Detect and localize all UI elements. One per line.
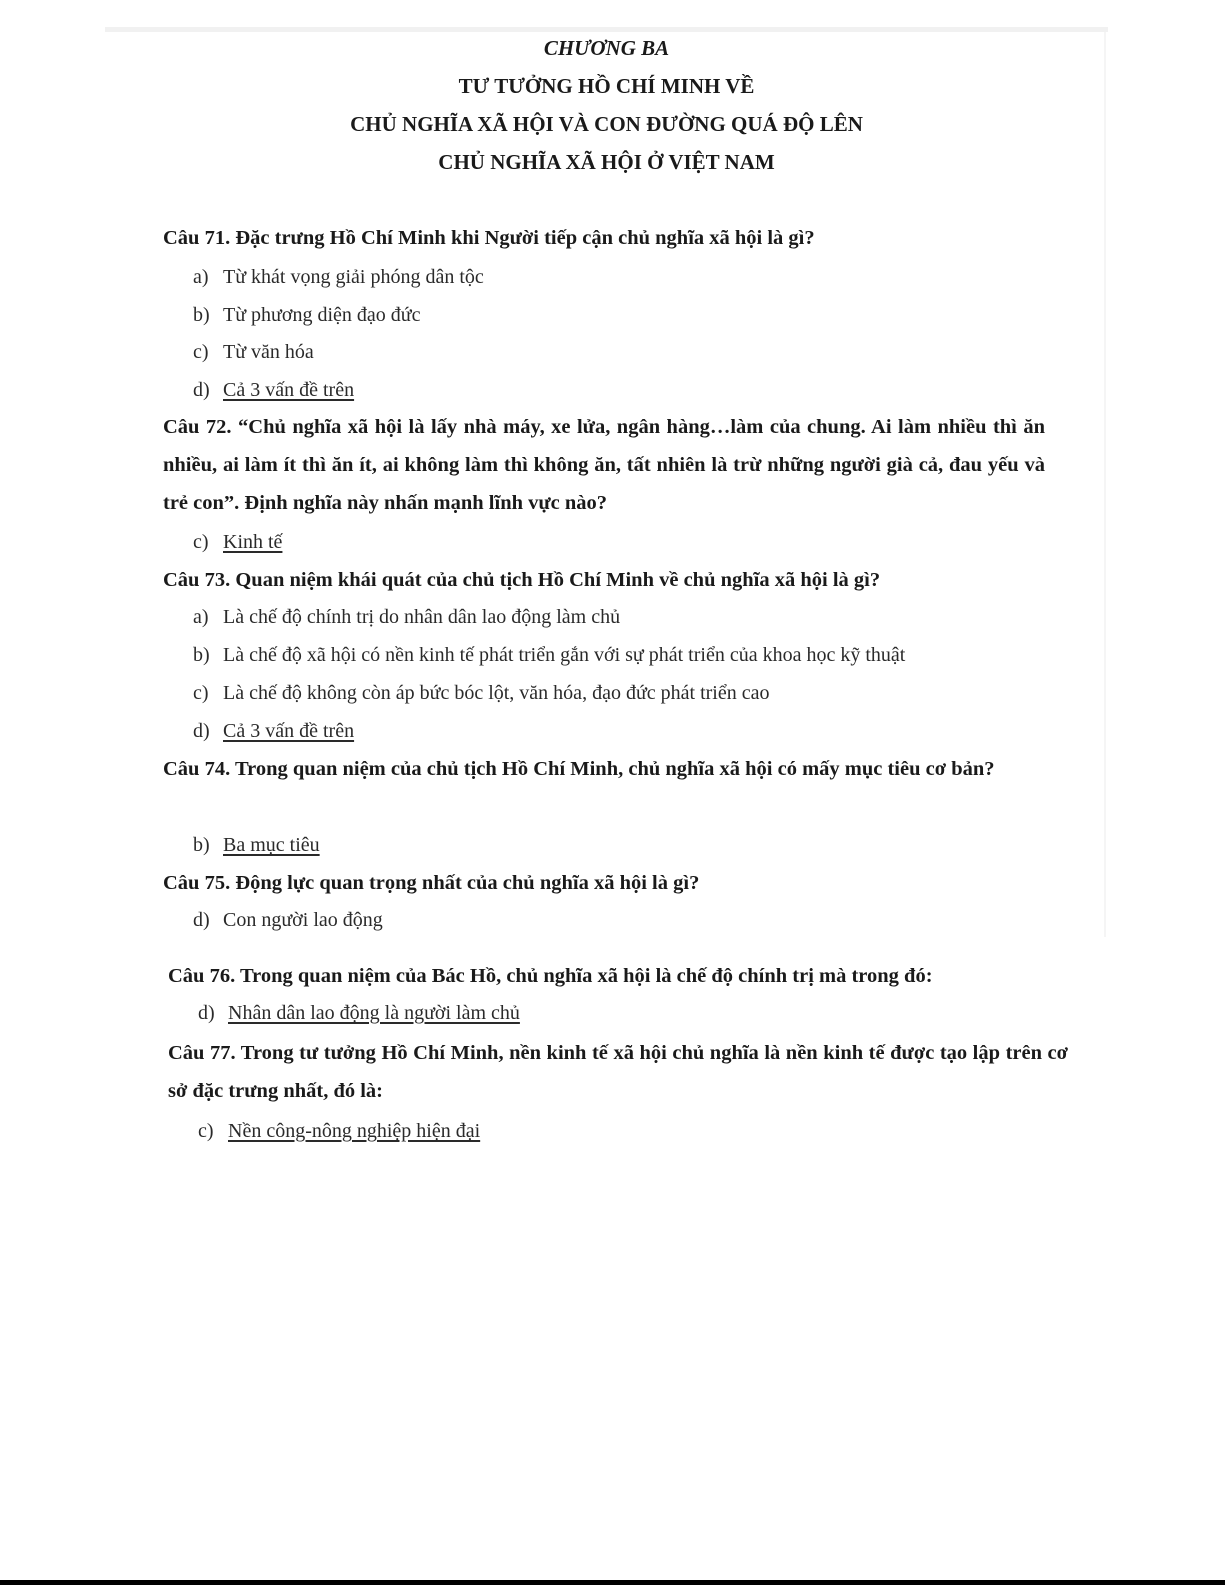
answer-73-a xyxy=(193,603,620,631)
question-73 xyxy=(163,561,1045,599)
answer-73-b xyxy=(193,641,905,669)
answer-text: Nền công-nông nghiệp hiện đại xyxy=(228,1120,481,1142)
answer-71-d-correct xyxy=(193,376,354,404)
question-number: Câu 73. xyxy=(163,569,231,591)
answer-text: Nhân dân lao động là người làm chủ xyxy=(228,1002,520,1024)
answer-73-d-correct xyxy=(193,717,354,745)
answer-72-c-correct xyxy=(193,528,282,556)
title-line-1: TƯ TƯỞNG HỒ CHÍ MINH VỀ xyxy=(458,74,755,98)
answer-letter: b) xyxy=(193,304,210,326)
answer-letter: d) xyxy=(198,1002,215,1024)
question-text: Quan niệm khái quát của chủ tịch Hồ Chí Minh về chủ nghĩa xã hội là gì? xyxy=(235,569,881,591)
question-text: “Chủ nghĩa xã hội là lấy nhà máy, xe lửa, ngân hàng…làm của chung. Ai làm nhiều thì ăn nhiều, ai làm ít thì ăn ít, ai không làm thì không ăn, tất nhiên là trừ những người già cả, đau yếu và trẻ con”. Định nghĩa này nhấn mạnh lĩnh vực nào? xyxy=(163,416,1045,514)
answer-text: Cả 3 vấn đề trên xyxy=(223,720,355,742)
question-number: Câu 71. xyxy=(163,227,231,249)
answer-text: Là chế độ không còn áp bức bóc lột, văn hóa, đạo đức phát triển cao xyxy=(223,682,770,704)
question-77 xyxy=(168,1034,1068,1110)
chapter-label: CHƯƠNG BA xyxy=(543,36,670,60)
answer-letter: d) xyxy=(193,379,210,401)
answer-text: Từ phương diện đạo đức xyxy=(223,304,421,326)
question-text: Đặc trưng Hồ Chí Minh khi Người tiếp cận chủ nghĩa xã hội là gì? xyxy=(235,227,815,249)
answer-letter: c) xyxy=(193,531,209,553)
bottom-rule xyxy=(0,1580,1225,1585)
answer-letter: c) xyxy=(198,1120,214,1142)
answer-letter: d) xyxy=(193,720,210,742)
question-72 xyxy=(163,408,1045,522)
answer-text: Cả 3 vấn đề trên xyxy=(223,379,355,401)
answer-letter: c) xyxy=(193,341,209,363)
question-74 xyxy=(163,750,1045,788)
answer-71-a xyxy=(193,263,484,291)
question-number: Câu 75. xyxy=(163,872,231,894)
answer-letter: a) xyxy=(193,606,209,628)
question-75 xyxy=(163,864,1045,902)
answer-71-b xyxy=(193,301,421,329)
answer-77-c-correct xyxy=(198,1117,480,1145)
answer-text: Là chế độ chính trị do nhân dân lao động làm chủ xyxy=(223,606,621,628)
answer-text: Kinh tế xyxy=(223,531,283,553)
question-number: Câu 74. xyxy=(163,758,231,780)
question-text: Động lực quan trọng nhất của chủ nghĩa xã hội là gì? xyxy=(235,872,700,894)
answer-74-b-correct xyxy=(193,831,320,859)
question-text: Trong quan niệm của Bác Hồ, chủ nghĩa xã hội là chế độ chính trị mà trong đó: xyxy=(239,965,933,987)
question-number: Câu 72. xyxy=(163,416,232,438)
question-76 xyxy=(168,957,1068,995)
answer-73-c xyxy=(193,679,770,707)
answer-text: Từ văn hóa xyxy=(223,341,314,363)
top-rule xyxy=(105,27,1108,32)
question-number: Câu 76. xyxy=(168,965,236,987)
answer-text: Ba mục tiêu xyxy=(223,834,320,856)
answer-letter: c) xyxy=(193,682,209,704)
title-line-3: CHỦ NGHĨA XÃ HỘI Ở VIỆT NAM xyxy=(438,150,775,174)
question-number: Câu 77. xyxy=(168,1042,236,1064)
question-71 xyxy=(163,219,1045,257)
answer-letter: a) xyxy=(193,266,209,288)
answer-letter: b) xyxy=(193,644,210,666)
answer-71-c xyxy=(193,338,314,366)
answer-letter: d) xyxy=(193,909,210,931)
answer-76-d-correct xyxy=(198,999,520,1027)
answer-text: Từ khát vọng giải phóng dân tộc xyxy=(223,266,484,288)
answer-75-d xyxy=(193,906,383,934)
question-text: Trong tư tưởng Hồ Chí Minh, nền kinh tế xã hội chủ nghĩa là nền kinh tế được tạo lập trên cơ sở đặc trưng nhất, đó là: xyxy=(168,1042,1068,1102)
answer-text: Con người lao động xyxy=(223,909,383,931)
title-line-2: CHỦ NGHĨA XÃ HỘI VÀ CON ĐƯỜNG QUÁ ĐỘ LÊN xyxy=(350,112,863,136)
answer-text: Là chế độ xã hội có nền kinh tế phát triển gắn với sự phát triển của khoa học kỹ thuật xyxy=(223,644,906,666)
answer-letter: b) xyxy=(193,834,210,856)
question-text: Trong quan niệm của chủ tịch Hồ Chí Minh, chủ nghĩa xã hội có mấy mục tiêu cơ bản? xyxy=(234,758,995,780)
